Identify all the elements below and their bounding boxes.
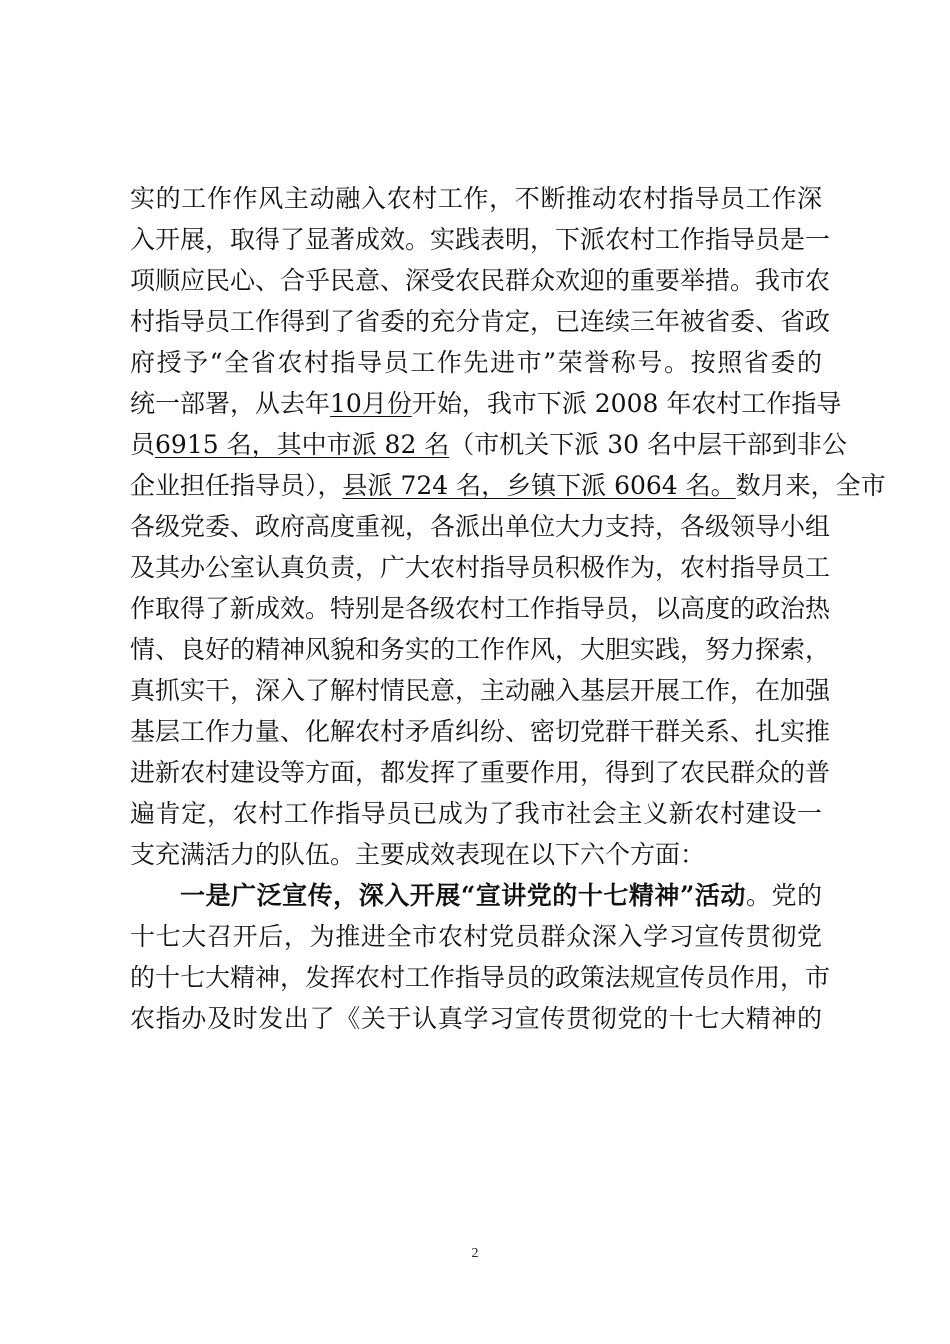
text-line: 各级党委、政府高度重视，各派出单位大力支持，各级领导小组 [130, 512, 831, 541]
text-line: 实的工作作风主动融入农村工作，不断推动农村指导员工作深 [130, 184, 822, 213]
text-line: 项顺应民心、合乎民意、深受农民群众欢迎的重要举措。我市农 [130, 266, 831, 295]
text-line: 真抓实干，深入了解村情民意，主动融入基层开展工作，在加强 [130, 676, 831, 705]
text-line: 农指办及时发出了《关于认真学习宣传贯彻党的十七大精神的 [130, 1004, 822, 1033]
text-line: 府授予“全省农村指导员工作先进市”荣誉称号。按照省委的 [130, 348, 822, 377]
text-segment: 数月来，全市 [735, 471, 886, 500]
text-line: 进新农村建设等方面，都发挥了重要作用，得到了农民群众的普 [130, 758, 831, 787]
text-line [180, 876, 822, 916]
text-segment: 企业担任指导员）， [130, 471, 343, 500]
bold-heading-text: 一是广泛宣传，深入开展“宣讲党的十七精神”活动 [180, 881, 746, 910]
text-line: 情、良好的精神风貌和务实的工作作风，大胆实践，努力探索， [130, 635, 831, 664]
text-line: 遍肯定，农村工作指导员已成为了我市社会主义新农村建设一 [130, 799, 822, 828]
text-segment: 员 [130, 430, 156, 459]
text-line [130, 425, 848, 465]
text-line [130, 384, 842, 424]
text-line: 作取得了新成效。特别是各级农村工作指导员，以高度的政治热 [130, 594, 831, 623]
page-number: 2 [471, 1246, 479, 1261]
text-line: 支充满活力的队伍。主要成效表现在以下六个方面： [130, 840, 706, 869]
text-line: 十七大召开后，为推进全市农村党员群众深入学习宣传贯彻党 [130, 922, 822, 951]
text-line: 村指导员工作得到了省委的充分肯定，已连续三年被省委、省政 [130, 307, 831, 336]
text-line [130, 466, 886, 506]
text-line: 入开展，取得了显著成效。实践表明，下派农村工作指导员是一 [130, 225, 831, 254]
underlined-text: 县派 724 名，乡镇下派 6064 名。 [342, 471, 736, 500]
text-segment: 统一部署，从去年 [130, 389, 331, 418]
text-line: 及其办公室认真负责，广大农村指导员积极作为，农村指导员工 [130, 553, 831, 582]
text-line: 的十七大精神，发挥农村工作指导员的政策法规宣传员作用，市 [130, 963, 831, 992]
underlined-text: 10月份 [330, 389, 412, 418]
underlined-text: 6915 名，其中市派 82 名 [155, 430, 450, 459]
text-line: 基层工作力量、化解农村矛盾纠纷、密切党群干群关系、扎实推 [130, 717, 831, 746]
text-segment: （市机关下派 30 名中层干部到非公 [449, 430, 848, 459]
text-segment: 。党的 [745, 881, 822, 910]
text-segment: 开始，我市下派 2008 年农村工作指导 [411, 389, 842, 418]
